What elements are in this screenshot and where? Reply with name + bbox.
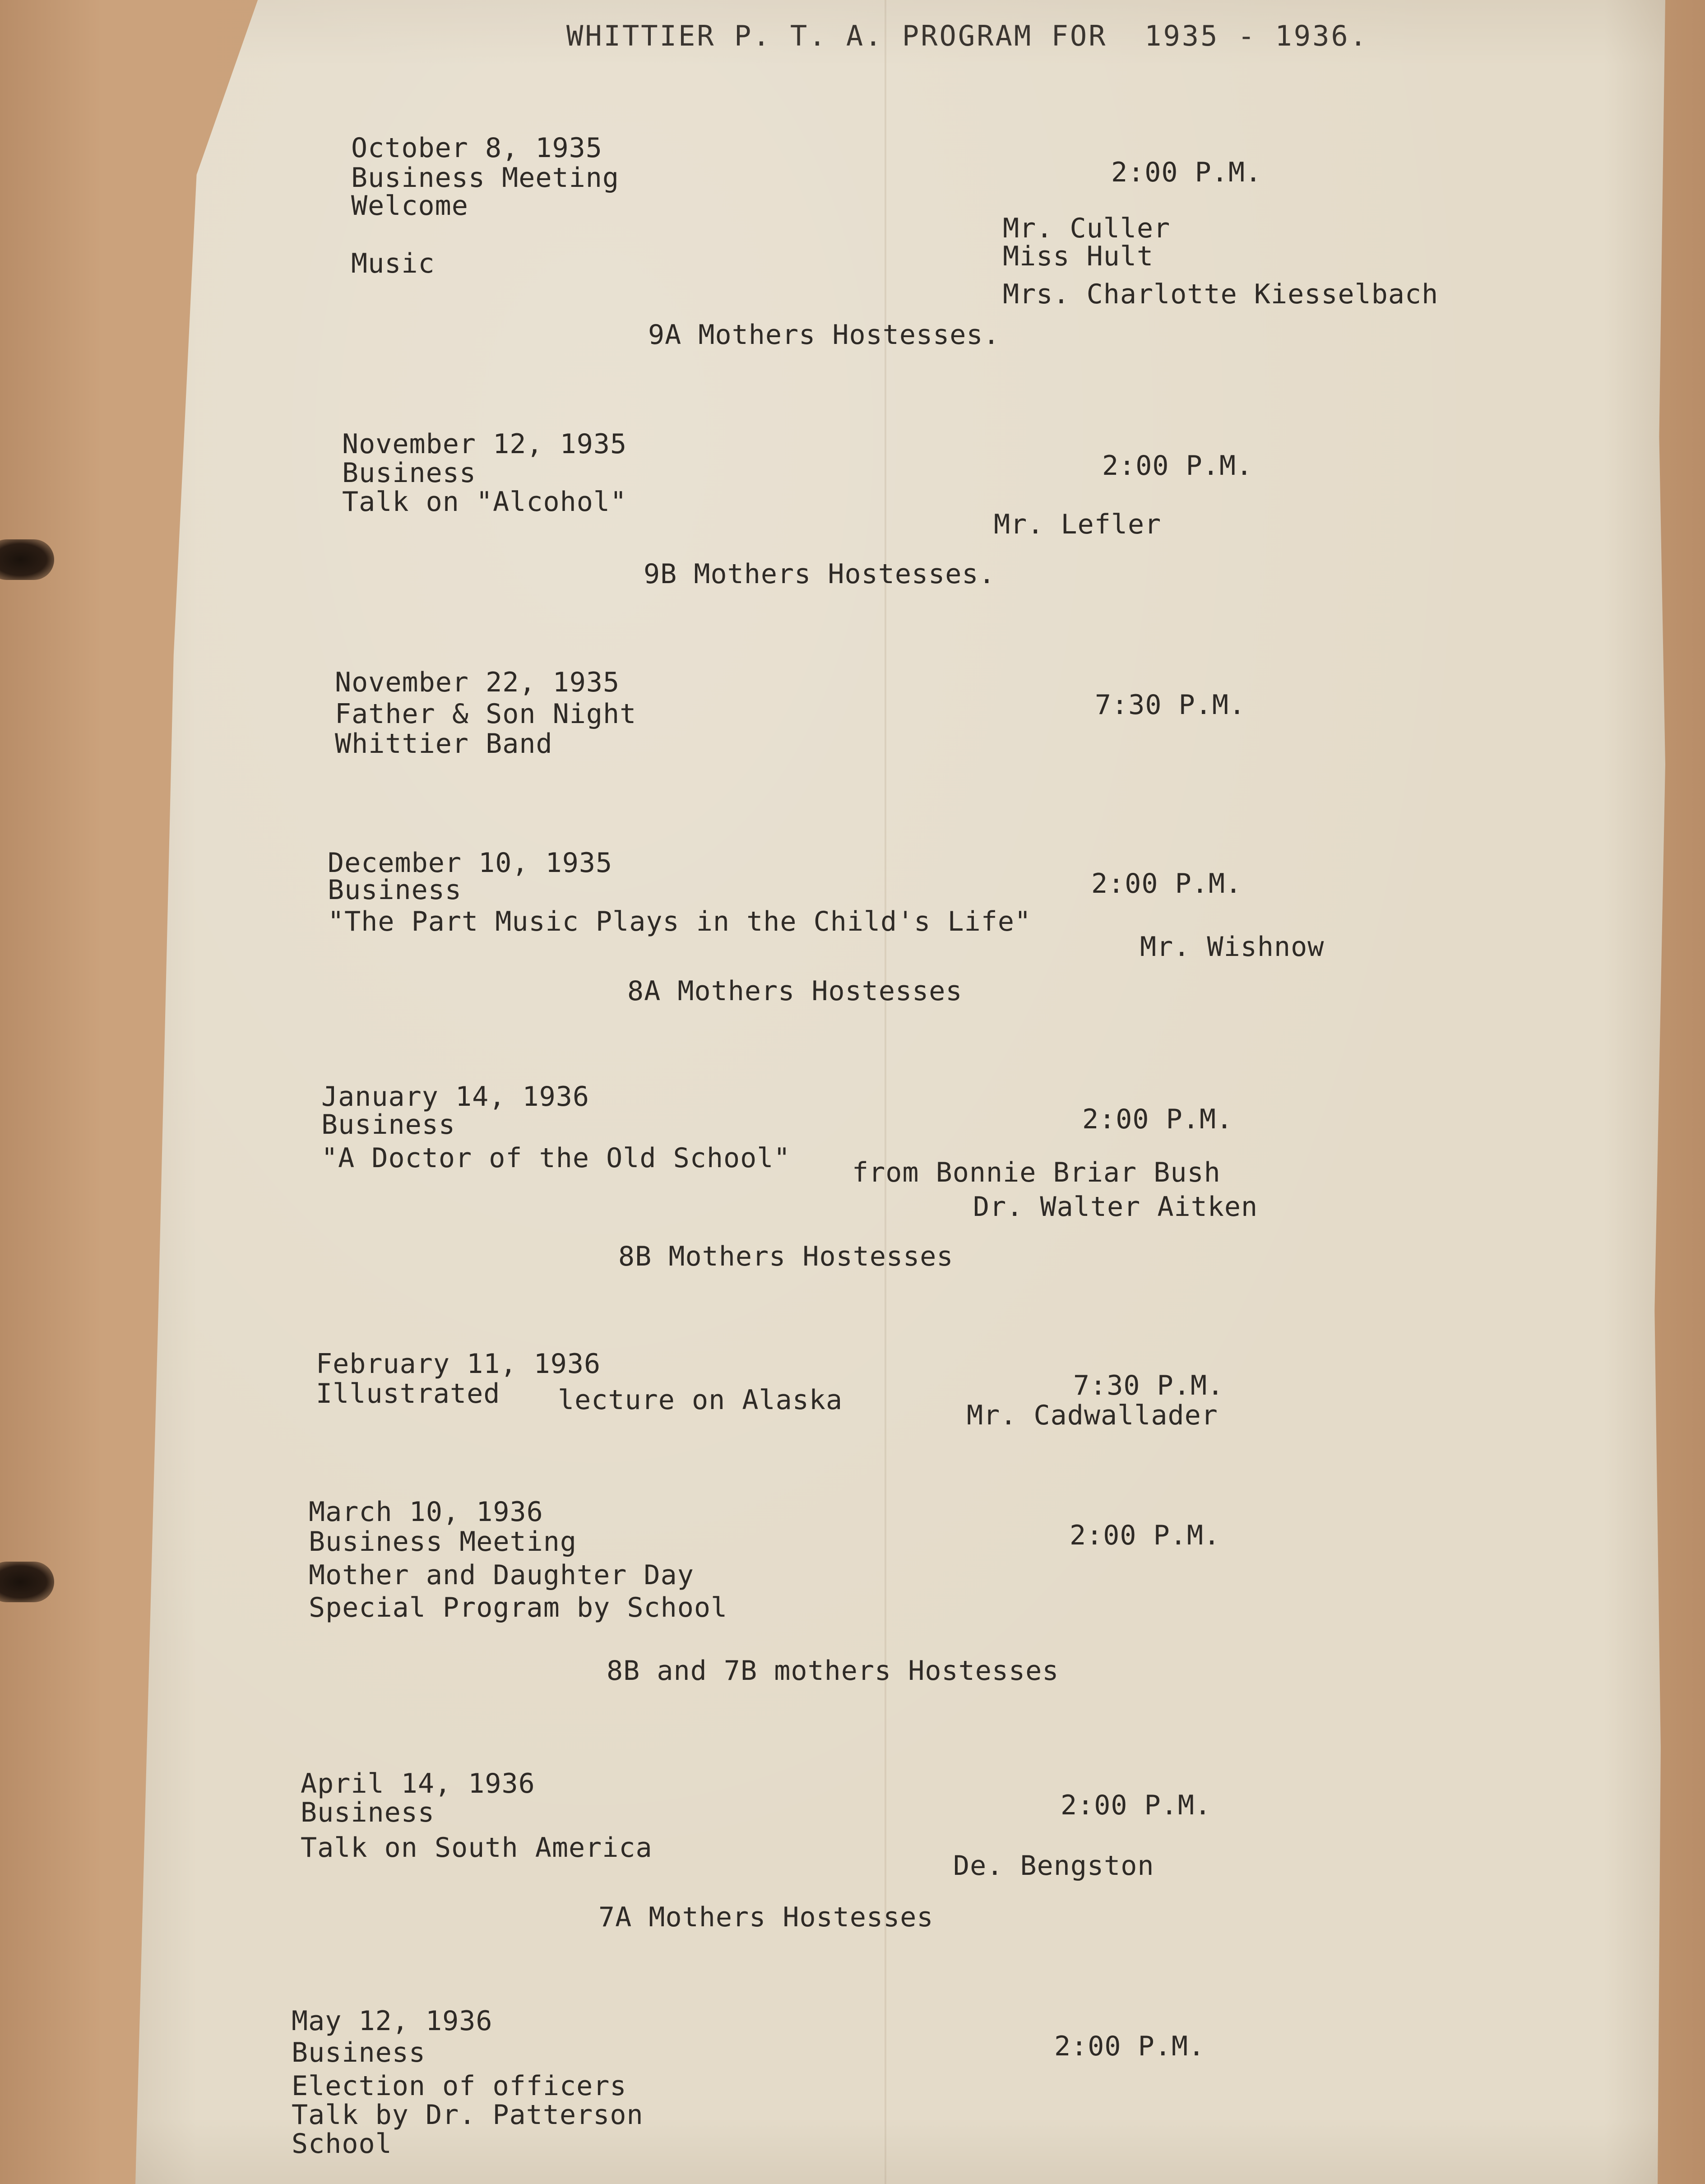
meeting-line: Illustrated: [316, 1378, 500, 1410]
meeting-hostesses: 9B Mothers Hostesses.: [644, 558, 996, 590]
meeting-line: from Bonnie Briar Bush: [852, 1157, 1221, 1188]
meeting-date: November 12, 1935: [342, 428, 627, 460]
meeting-person: Mr. Lefler: [994, 509, 1162, 540]
meeting-date: October 8, 1935: [351, 132, 602, 164]
meeting-hostesses: 7A Mothers Hostesses: [598, 1901, 934, 1933]
meeting-line: lecture on Alaska: [558, 1384, 843, 1416]
meeting-date: May 12, 1936: [292, 2005, 493, 2037]
meeting-line: Special Program by School: [309, 1592, 728, 1623]
meeting-line: Business: [342, 457, 476, 489]
binder-hole-top: [0, 539, 54, 580]
meeting-person: Mr. Wishnow: [1140, 931, 1325, 963]
meeting-person: De. Bengston: [953, 1850, 1154, 1882]
meeting-time: 2:00 P.M.: [1091, 868, 1242, 900]
meeting-line: Business: [321, 1109, 455, 1141]
meeting-hostesses: 8B Mothers Hostesses: [618, 1241, 954, 1272]
meeting-line: Talk on South America: [301, 1832, 653, 1864]
meeting-time: 7:30 P.M.: [1073, 1370, 1224, 1401]
meeting-time: 2:00 P.M.: [1061, 1790, 1212, 1821]
meeting-line: Whittier Band: [335, 728, 553, 760]
meeting-hostesses: 9A Mothers Hostesses.: [648, 319, 1000, 351]
meeting-line: Music: [351, 248, 435, 279]
meeting-date: January 14, 1936: [321, 1081, 589, 1113]
meeting-date: March 10, 1936: [309, 1496, 543, 1528]
meeting-person: Mr. Culler: [1003, 213, 1171, 244]
page-title: WHITTIER P. T. A. PROGRAM FOR 1935 - 1936.: [566, 19, 1369, 52]
meeting-date: April 14, 1936: [301, 1768, 535, 1799]
meeting-line: School: [292, 2128, 392, 2160]
meeting-date: February 11, 1936: [316, 1348, 601, 1380]
meeting-date: November 22, 1935: [335, 667, 620, 698]
meeting-line: "A Doctor of the Old School": [321, 1142, 791, 1174]
meeting-hostesses: 8A Mothers Hostesses: [627, 975, 963, 1007]
meeting-hostesses: 8B and 7B mothers Hostesses: [607, 1655, 1059, 1687]
meeting-line: Talk on "Alcohol": [342, 486, 627, 518]
meeting-line: Election of officers: [292, 2070, 627, 2102]
meeting-person: Dr. Walter Aitken: [973, 1191, 1258, 1223]
meeting-time: 2:00 P.M.: [1102, 450, 1253, 482]
meeting-line: Talk by Dr. Patterson: [292, 2099, 644, 2131]
meeting-person: Mr. Cadwallader: [967, 1400, 1218, 1431]
meeting-line: Business Meeting: [351, 162, 619, 194]
meeting-time: 2:00 P.M.: [1111, 157, 1262, 188]
meeting-line: Business: [301, 1797, 435, 1828]
meeting-time: 2:00 P.M.: [1082, 1104, 1233, 1135]
binder-hole-bottom: [0, 1562, 54, 1602]
meeting-line: Father & Son Night: [335, 698, 637, 730]
meeting-time: 2:00 P.M.: [1070, 1520, 1221, 1551]
meeting-time: 7:30 P.M.: [1095, 689, 1246, 721]
meeting-line: Welcome: [351, 190, 468, 222]
meeting-line: Mother and Daughter Day: [309, 1559, 694, 1591]
meeting-person: Mrs. Charlotte Kiesselbach: [1003, 278, 1439, 310]
meeting-line: "The Part Music Plays in the Child's Life": [328, 906, 1032, 937]
meeting-date: December 10, 1935: [328, 847, 613, 879]
meeting-person: Miss Hult: [1003, 241, 1154, 272]
meeting-time: 2:00 P.M.: [1054, 2031, 1205, 2062]
meeting-line: Business: [292, 2037, 426, 2068]
meeting-line: Business Meeting: [309, 1526, 577, 1558]
meeting-line: Business: [328, 874, 462, 906]
